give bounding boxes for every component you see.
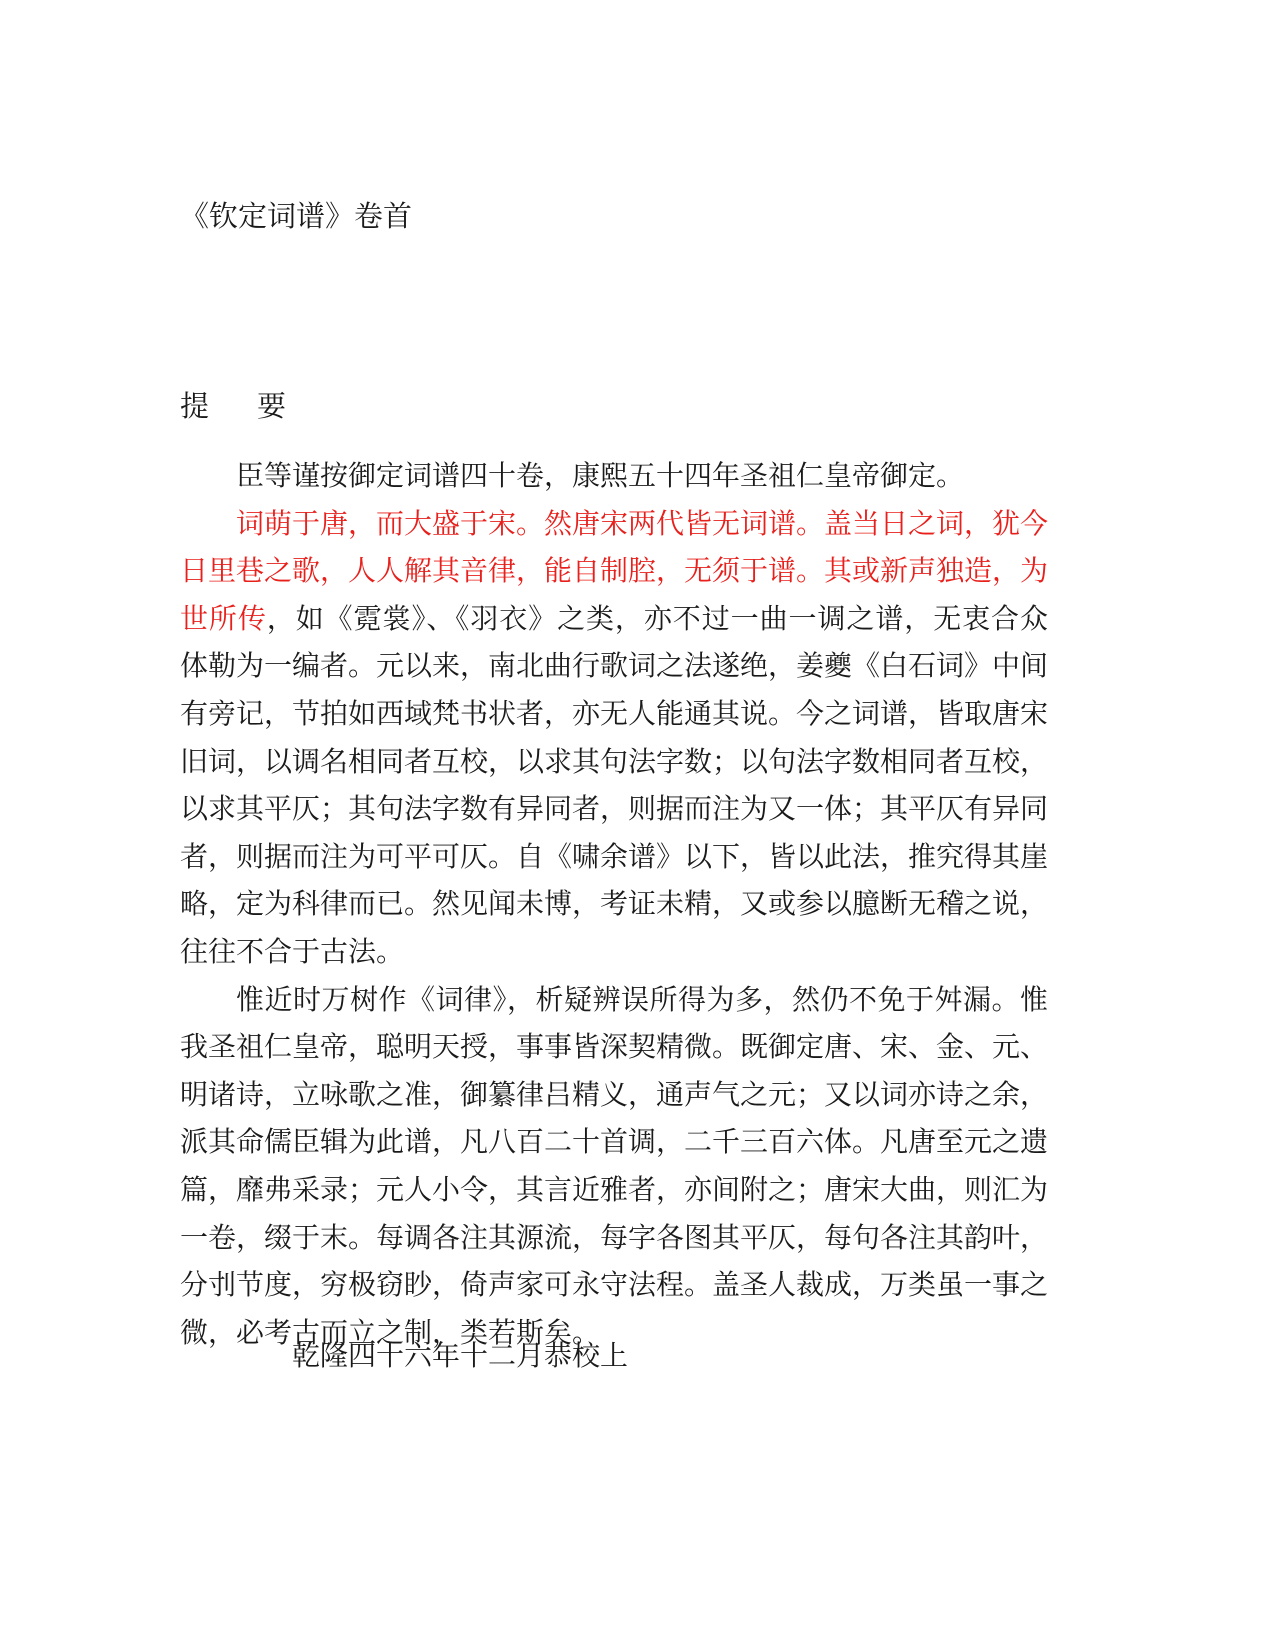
document-title: 《钦定词谱》卷首 (180, 199, 413, 233)
paragraph-2-text: ，如《霓裳》、《羽衣》之类，亦不过一曲一调之谱，无衷合众体勒为一编者。元以来，南北曲行歌词之法遂绝，姜夔《白石词》中间有旁记，节拍如西域梵书状者，亦无人能通其说。今之词谱，皆取唐宋旧词，以调名相同者互校，以求其句法字数；以句法字数相同者互校，以求其平仄；其句法字数有异同者，则据而注为又一体；其平仄有异同者，则据而注为可平可仄。自《啸余谱》以下，皆以此法，推究得其崖略，定为科律而已。然见闻未博，考证未精，又或参以臆断无稽之说，往往不合于古法。 (180, 601, 1049, 968)
section-heading-char-2: 要 (257, 389, 287, 423)
paragraph-3: 惟近时万树作《词律》，析疑辨误所得为多，然仍不免于舛漏。惟我圣祖仁皇帝，聪明天授，事事皆深契精微。既御定唐、宋、金、元、明诸诗，立咏歌之准，御纂律吕精义，通声气之元；又以词亦诗之余，派其命儒臣辑为此谱，凡八百二十首调，二千三百六体。凡唐至元之遗篇，靡弗采录；元人小令，其言近雅者，亦间附之；唐宋大曲，则汇为一卷，缀于末。每调各注其源流，每字各图其平仄，每句各注其韵叶，分刌节度，穷极窃眇，倚声家可永守法程。盖圣人裁成，万类虽一事之微，必考古而立之制，类若斯矣。 (180, 982, 1049, 1349)
document-body (180, 452, 1048, 1356)
paragraph-2 (180, 500, 1048, 976)
paragraph-1: 臣等谨按御定词谱四十卷，康熙五十四年圣祖仁皇帝御定。 (236, 459, 965, 492)
closing-date-line: 乾隆四十六年十二月恭校上 (292, 1339, 629, 1372)
highlighted-text: 词萌于唐，而大盛于宋。然唐宋两代皆无词谱。盖当日之词，犹今日里巷之歌，人人解其音律，能自制腔，无须于谱。其或新声独造，为世所传 (180, 506, 1049, 635)
section-heading-char-1: 提 (180, 389, 210, 423)
section-heading (180, 386, 286, 426)
